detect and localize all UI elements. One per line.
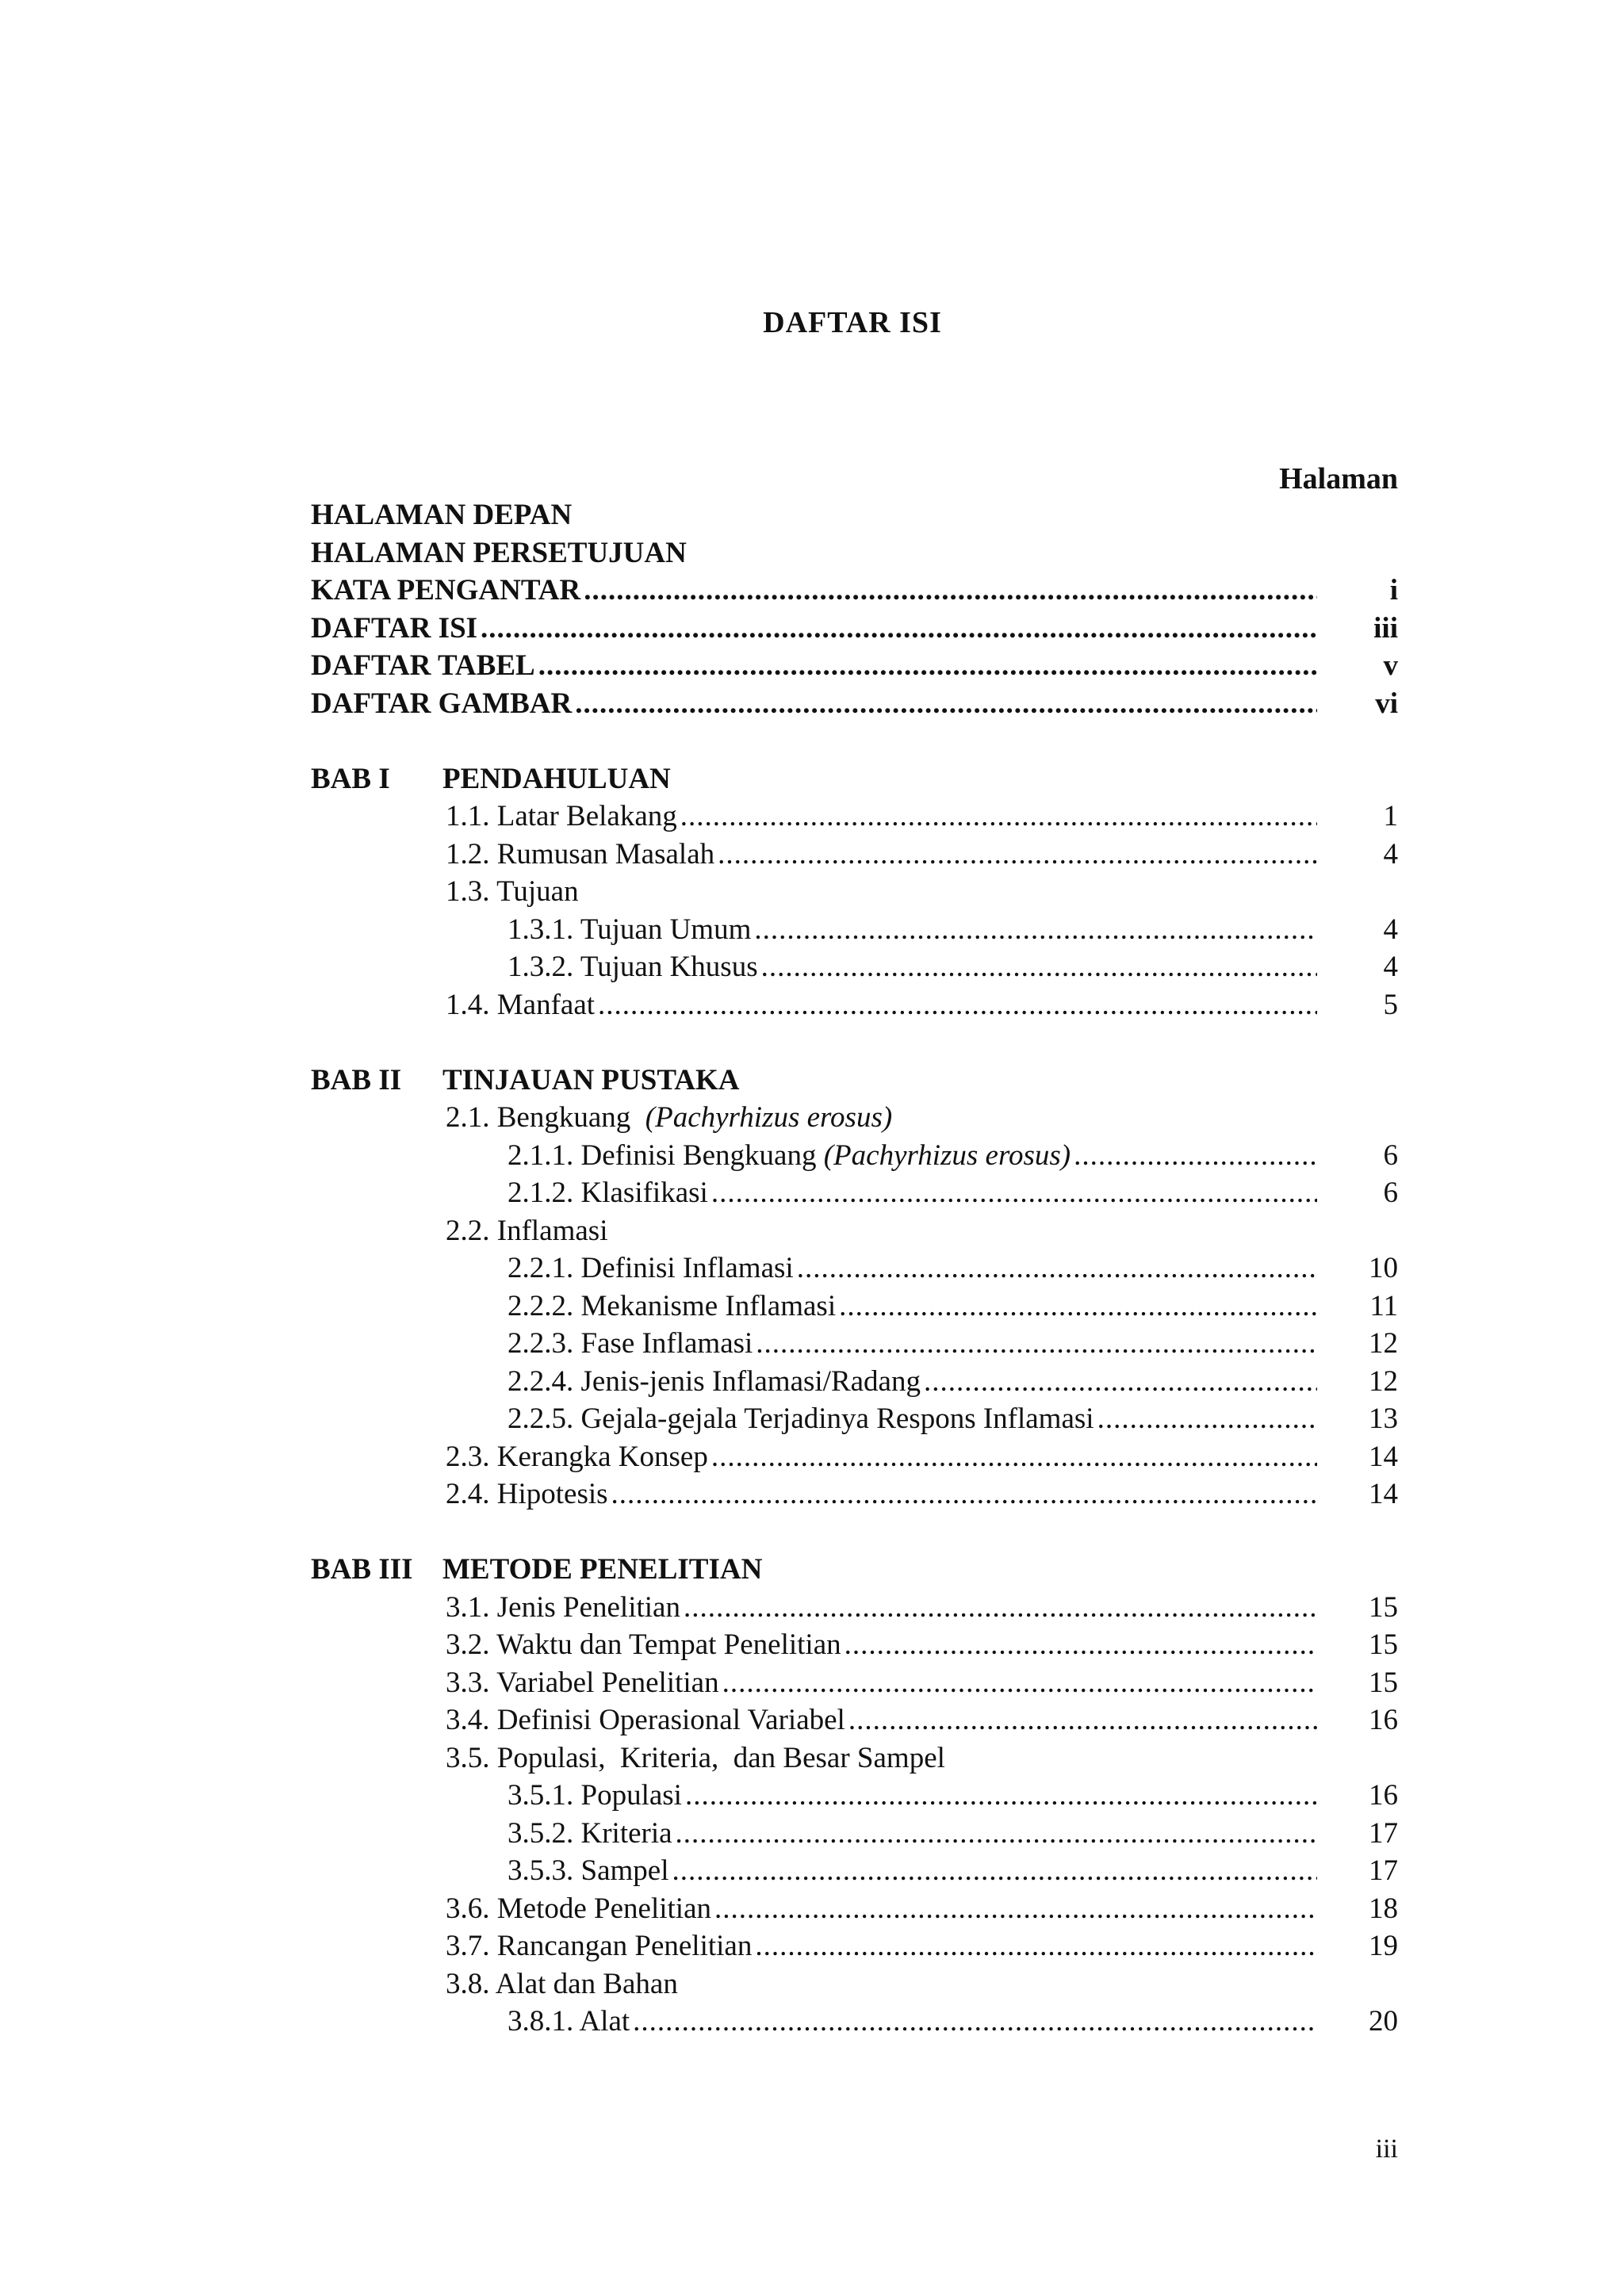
toc-entry-page: 12 bbox=[1369, 1364, 1398, 1398]
halaman-column-label: Halaman bbox=[1279, 462, 1398, 496]
dot-leader bbox=[598, 986, 1317, 1024]
toc-entry[interactable] bbox=[311, 1664, 1398, 1702]
toc-entry[interactable] bbox=[311, 1099, 1398, 1137]
toc-entry[interactable] bbox=[311, 1739, 1398, 1777]
toc-entry-page: 16 bbox=[1369, 1704, 1398, 1736]
toc-entry-daftar-isi[interactable] bbox=[311, 610, 1398, 648]
toc-entry-daftar-gambar[interactable] bbox=[311, 685, 1398, 723]
dot-leader bbox=[711, 1174, 1317, 1212]
toc-entry[interactable] bbox=[311, 1927, 1398, 1965]
toc-entry[interactable] bbox=[311, 1701, 1398, 1739]
toc-entry-label: 1.3.1. Tujuan Umum bbox=[508, 913, 752, 946]
toc-entry-page: 4 bbox=[1383, 913, 1398, 946]
toc-entry-label: 2.2. Inflamasi bbox=[446, 1214, 608, 1247]
toc-entry-label: 3.6. Metode Penelitian bbox=[446, 1892, 711, 1925]
toc-entry-label: 3.8.1. Alat bbox=[508, 2005, 630, 2038]
toc-entry-halaman-depan[interactable] bbox=[311, 496, 1398, 534]
toc-entry-label: 2.2.5. Gejala-gejala Terjadinya Respons Inflamasi bbox=[508, 1402, 1094, 1435]
toc-entry[interactable] bbox=[311, 1363, 1398, 1401]
toc-entry-label: HALAMAN DEPAN bbox=[311, 499, 573, 531]
toc-entry-label: 1.2. Rumusan Masalah bbox=[446, 837, 715, 871]
toc-entry-label: 3.5. Populasi, Kriteria, dan Besar Sampel bbox=[446, 1741, 945, 1774]
toc-entry-italic-name: (Pachyrhizus erosus) bbox=[823, 1138, 1071, 1172]
page-number: iii bbox=[1375, 2134, 1398, 2164]
toc-entry-label: 3.4. Definisi Operasional Variabel bbox=[446, 1704, 845, 1736]
dot-leader bbox=[761, 948, 1317, 986]
toc-entry-label-text: 2.1. Bengkuang bbox=[446, 1101, 631, 1134]
dot-leader bbox=[685, 1777, 1317, 1815]
chapter-title: TINJAUAN PUSTAKA bbox=[442, 1063, 740, 1096]
toc-entry-page: 4 bbox=[1383, 951, 1398, 983]
dot-leader bbox=[1074, 1137, 1317, 1175]
toc-entry[interactable] bbox=[311, 1965, 1398, 2003]
dot-leader bbox=[754, 911, 1317, 949]
toc-entry[interactable] bbox=[311, 1325, 1398, 1363]
dot-leader bbox=[711, 1438, 1317, 1476]
chapter-number: BAB I bbox=[311, 762, 390, 795]
chapter-title: METODE PENELITIAN bbox=[442, 1553, 763, 1586]
toc-entry-page: 15 bbox=[1369, 1666, 1398, 1699]
chapter-number: BAB II bbox=[311, 1063, 402, 1096]
toc-entry[interactable] bbox=[311, 798, 1398, 836]
toc-entry[interactable] bbox=[311, 1249, 1398, 1288]
toc-entry-page: 17 bbox=[1369, 1816, 1398, 1850]
toc-entry-label: 2.3. Kerangka Konsep bbox=[446, 1440, 708, 1473]
dot-leader bbox=[633, 2003, 1317, 2041]
toc-entry-page: 6 bbox=[1383, 1177, 1398, 1209]
toc-entry[interactable] bbox=[311, 1438, 1398, 1476]
toc-entry-label: 2.1.2. Klasifikasi bbox=[508, 1177, 708, 1209]
dot-leader bbox=[756, 1325, 1317, 1363]
toc-entry[interactable] bbox=[311, 911, 1398, 949]
toc-entry[interactable] bbox=[311, 1589, 1398, 1627]
toc-entry[interactable] bbox=[311, 1174, 1398, 1212]
dot-leader bbox=[676, 1815, 1317, 1853]
toc-entry[interactable] bbox=[311, 836, 1398, 874]
toc-entry-page: 15 bbox=[1369, 1628, 1398, 1661]
dot-leader bbox=[839, 1288, 1317, 1326]
toc-entry-daftar-tabel[interactable] bbox=[311, 647, 1398, 685]
toc-entry[interactable] bbox=[311, 986, 1398, 1024]
dot-leader bbox=[538, 647, 1317, 685]
table-of-contents bbox=[311, 496, 1398, 2041]
toc-entry-page: v bbox=[1383, 649, 1398, 682]
toc-entry-kata-pengantar[interactable] bbox=[311, 572, 1398, 610]
toc-entry[interactable] bbox=[311, 948, 1398, 986]
toc-entry-page: 18 bbox=[1369, 1892, 1398, 1925]
dot-leader bbox=[797, 1249, 1317, 1288]
toc-entry-label bbox=[446, 1099, 892, 1137]
toc-entry-italic-name: (Pachyrhizus erosus) bbox=[645, 1101, 893, 1134]
toc-entry[interactable] bbox=[311, 1890, 1398, 1928]
toc-entry-page: 12 bbox=[1369, 1327, 1398, 1360]
chapter-number: BAB III bbox=[311, 1553, 413, 1586]
toc-entry-label: DAFTAR GAMBAR bbox=[311, 687, 573, 720]
toc-entry[interactable] bbox=[311, 873, 1398, 911]
toc-entry-page: 13 bbox=[1369, 1402, 1398, 1435]
toc-entry-page: 16 bbox=[1369, 1779, 1398, 1812]
toc-entry-halaman-persetujuan[interactable] bbox=[311, 534, 1398, 572]
toc-entry-page: 11 bbox=[1369, 1289, 1398, 1322]
toc-entry-page: 20 bbox=[1369, 2005, 1398, 2038]
toc-entry-page: 4 bbox=[1383, 837, 1398, 871]
dot-leader bbox=[1097, 1400, 1317, 1438]
toc-entry[interactable] bbox=[311, 1475, 1398, 1513]
dot-leader bbox=[755, 1927, 1317, 1965]
toc-entry-page: vi bbox=[1375, 687, 1398, 720]
toc-entry-label: 2.2.2. Mekanisme Inflamasi bbox=[508, 1289, 837, 1322]
toc-entry-label bbox=[508, 1137, 1071, 1175]
dot-leader bbox=[584, 572, 1317, 610]
toc-entry[interactable] bbox=[311, 1852, 1398, 1890]
dot-leader bbox=[611, 1475, 1317, 1513]
toc-entry[interactable] bbox=[311, 1626, 1398, 1664]
page-title: DAFTAR ISI bbox=[763, 306, 942, 339]
toc-entry[interactable] bbox=[311, 1137, 1398, 1175]
dot-leader bbox=[722, 1664, 1317, 1702]
toc-entry-label: 2.2.4. Jenis-jenis Inflamasi/Radang bbox=[508, 1364, 921, 1398]
chapter-title: PENDAHULUAN bbox=[442, 762, 671, 795]
chapter-heading-bab-2[interactable] bbox=[311, 1062, 1398, 1100]
toc-entry-label: 1.3.2. Tujuan Khusus bbox=[508, 951, 758, 983]
chapter-heading-bab-1[interactable] bbox=[311, 760, 1398, 798]
chapter-heading-bab-3[interactable] bbox=[311, 1551, 1398, 1589]
dot-leader bbox=[684, 1589, 1317, 1627]
toc-entry-page: 14 bbox=[1369, 1440, 1398, 1473]
toc-entry[interactable] bbox=[311, 1777, 1398, 1815]
dot-leader bbox=[481, 610, 1317, 648]
toc-entry-page: 5 bbox=[1383, 988, 1398, 1021]
toc-entry-page: 6 bbox=[1383, 1138, 1398, 1172]
toc-entry[interactable] bbox=[311, 1288, 1398, 1326]
toc-entry-page: 1 bbox=[1383, 800, 1398, 832]
toc-entry-label: 3.5.3. Sampel bbox=[508, 1854, 669, 1887]
toc-entry-page: 19 bbox=[1369, 1930, 1398, 1962]
dot-leader bbox=[845, 1626, 1317, 1664]
toc-entry-label: 1.1. Latar Belakang bbox=[446, 800, 677, 832]
dot-leader bbox=[680, 798, 1317, 836]
toc-entry-page: 17 bbox=[1369, 1854, 1398, 1887]
toc-entry-label-text: 2.1.1. Definisi Bengkuang bbox=[508, 1138, 817, 1172]
toc-entry-label: 3.1. Jenis Penelitian bbox=[446, 1590, 680, 1624]
toc-entry-label: HALAMAN PERSETUJUAN bbox=[311, 536, 687, 569]
toc-entry-page: 15 bbox=[1369, 1590, 1398, 1624]
section-gap bbox=[311, 1513, 1398, 1552]
toc-entry-label: 3.5.1. Populasi bbox=[508, 1779, 682, 1812]
toc-entry[interactable] bbox=[311, 1815, 1398, 1853]
section-gap bbox=[311, 722, 1398, 760]
toc-entry-label: 3.7. Rancangan Penelitian bbox=[446, 1930, 753, 1962]
dot-leader bbox=[672, 1852, 1317, 1890]
toc-entry-label: DAFTAR ISI bbox=[311, 611, 478, 645]
toc-entry[interactable] bbox=[311, 1400, 1398, 1438]
dot-leader bbox=[924, 1363, 1317, 1401]
toc-entry-label: 1.3. Tujuan bbox=[446, 875, 579, 908]
dot-leader bbox=[848, 1701, 1317, 1739]
toc-entry-page: 14 bbox=[1369, 1478, 1398, 1510]
toc-entry-label: 2.4. Hipotesis bbox=[446, 1478, 608, 1510]
dot-leader bbox=[575, 685, 1317, 723]
toc-entry-page: iii bbox=[1373, 611, 1398, 645]
toc-entry-label: KATA PENGANTAR bbox=[311, 574, 581, 607]
toc-entry-page: i bbox=[1389, 574, 1398, 607]
toc-entry-label: 2.2.1. Definisi Inflamasi bbox=[508, 1252, 794, 1284]
toc-entry-label: 3.8. Alat dan Bahan bbox=[446, 1967, 678, 2000]
toc-entry-label: 1.4. Manfaat bbox=[446, 988, 596, 1021]
toc-entry-page: 10 bbox=[1369, 1252, 1398, 1284]
toc-entry-label: 3.5.2. Kriteria bbox=[508, 1816, 672, 1850]
dot-leader bbox=[718, 836, 1317, 874]
toc-entry[interactable] bbox=[311, 2003, 1398, 2041]
toc-entry-label: DAFTAR TABEL bbox=[311, 649, 535, 682]
section-gap bbox=[311, 1024, 1398, 1062]
toc-entry[interactable] bbox=[311, 1212, 1398, 1250]
toc-entry-label: 3.3. Variabel Penelitian bbox=[446, 1666, 719, 1699]
toc-entry-label: 2.2.3. Fase Inflamasi bbox=[508, 1327, 753, 1360]
toc-entry-label: 3.2. Waktu dan Tempat Penelitian bbox=[446, 1628, 841, 1661]
dot-leader bbox=[714, 1890, 1317, 1928]
